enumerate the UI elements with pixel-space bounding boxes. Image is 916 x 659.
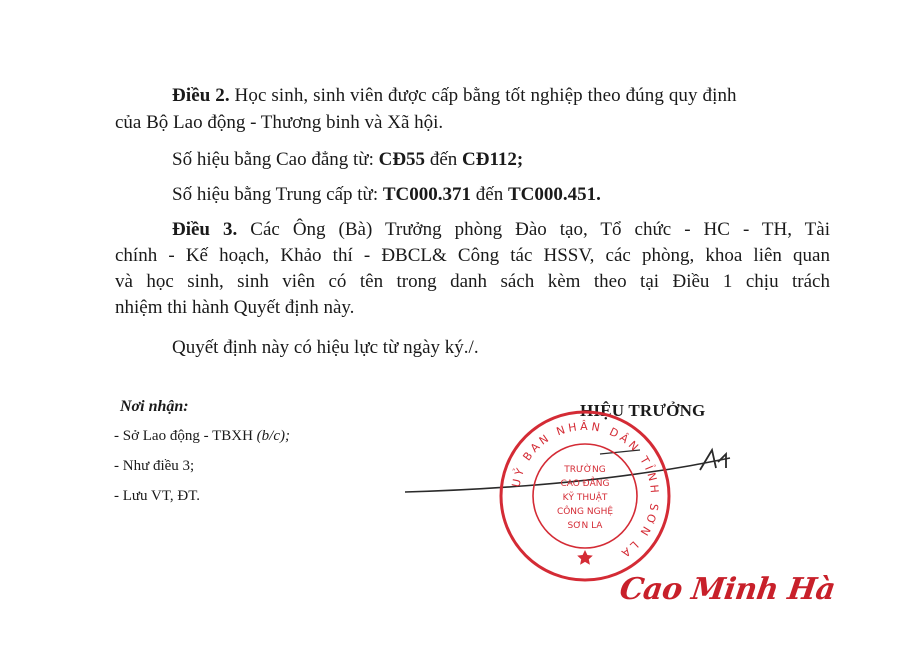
cao-dang-mid: đến [425,149,462,170]
recipient-item-1 [114,426,290,446]
stamp-line-5: SƠN LA [567,521,603,531]
article-3-line-1 [172,218,830,242]
article-3-text-1: Các Ông (Bà) Trưởng phòng Đào tạo, Tổ chức - HC - TH, Tài [237,219,830,240]
trung-cap-from: TC000.371 [382,184,472,205]
cao-dang-to: CĐ112; [462,149,524,170]
recipient-item-1-text: - Sở Lao động - TBXH [114,428,257,444]
recipient-item-2: - Như điều 3; [114,458,195,474]
article-3-line-2: chính - Kế hoạch, Khảo thí - ĐBCL& Công tác HSSV, các phòng, khoa liên quan [115,245,830,266]
article-3-line-3: và học sinh, sinh viên có tên trong danh sách kèm theo tại Điều 1 chịu trách [115,271,830,292]
recipient-item-3: - Lưu VT, ĐT. [114,488,201,504]
article-3-label: Điều 3. [172,219,238,240]
stamp-line-1: TRƯỜNG [564,465,606,475]
recipient-item-1-note: (b/c); [256,428,290,444]
svg-text:UỶ BAN NHÂN DÂN TỈNH SƠN LA [510,420,662,562]
trung-cap-line [172,183,601,207]
trung-cap-to: TC000.451. [507,184,601,205]
stamp-line-2: CAO ĐẲNG [560,479,610,489]
stamp-line-3: KỸ THUẬT [562,493,608,503]
cao-dang-from: CĐ55 [378,149,426,170]
effective-clause: Quyết định này có hiệu lực từ ngày ký./. [172,337,479,358]
recipients-title: Nơi nhận: [120,398,189,415]
article-2-line-2: của Bộ Lao động - Thương binh và Xã hội. [115,112,444,133]
signer-name: Cao Minh Hà [617,572,838,607]
official-stamp [497,408,673,584]
article-2-line-1 [172,84,737,108]
article-2-label: Điều 2. [172,85,230,106]
stamp-ring-text: UỶ BAN NHÂN DÂN TỈNH SƠN LA [509,419,662,562]
stamp-star-icon [577,550,593,565]
trung-cap-mid: đến [471,184,508,205]
cao-dang-line [172,148,523,172]
signer-title: HIỆU TRƯỞNG [580,401,706,420]
stamp-line-4: CÔNG NGHỆ [556,507,614,517]
trung-cap-prefix: Số hiệu bằng Trung cấp từ: [172,184,383,205]
cao-dang-prefix: Số hiệu bằng Cao đẳng từ: [172,149,379,170]
article-3-line-4: nhiệm thi hành Quyết định này. [115,297,355,318]
article-2-text: Học sinh, sinh viên được cấp bằng tốt nghiệp theo đúng quy định [229,85,737,106]
